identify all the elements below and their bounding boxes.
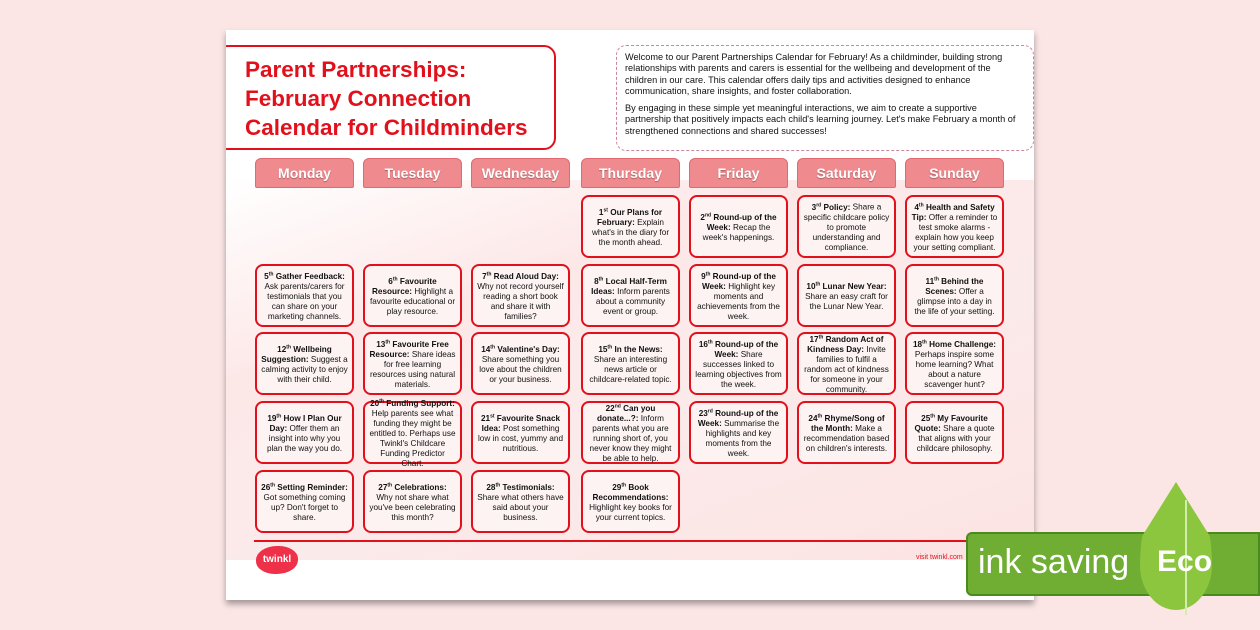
entry-body: Offer them an insight into why you plan the way you do. xyxy=(266,423,343,453)
day-header-monday: Monday xyxy=(255,158,354,188)
entry-body: Explain what's in the diary for the month ahead. xyxy=(591,217,670,247)
entry-title: Round-up of the Week: xyxy=(714,339,779,359)
day-suffix: th xyxy=(598,276,604,283)
entry-title: Testimonials: xyxy=(502,482,555,492)
entry-body: Inform parents about a community event or group. xyxy=(595,286,670,316)
day-number: 27 xyxy=(378,482,388,492)
title-line: Parent Partnerships: xyxy=(245,57,467,82)
day-number: 1 xyxy=(598,207,604,217)
calendar-cell xyxy=(363,470,462,533)
day-number: 7 xyxy=(482,271,487,281)
entry-body: Suggest a calming activity to enjoy with their child. xyxy=(261,354,348,384)
entry-title: Funding Support: xyxy=(386,398,455,408)
calendar-cell xyxy=(363,332,462,395)
calendar-cell xyxy=(689,264,788,327)
title-line: February Connection xyxy=(245,86,472,111)
calendar-cell xyxy=(471,470,570,533)
page-title xyxy=(226,45,556,150)
calendar-cell xyxy=(581,195,680,258)
day-number: 9 xyxy=(701,271,706,281)
day-number: 25 xyxy=(921,413,931,423)
entry-title: Read Aloud Day: xyxy=(493,271,559,281)
day-suffix: th xyxy=(815,281,821,288)
day-suffix: nd xyxy=(614,403,621,410)
day-number: 14 xyxy=(481,344,491,354)
calendar-cell xyxy=(255,264,354,327)
entry-body: Share a quote that aligns with your childcare philosophy. xyxy=(916,423,995,453)
entry-title: Favourite Free Resource: xyxy=(369,339,449,359)
intro-paragraph: Welcome to our Parent Partnerships Calendar for February! As a childminder, building strong relationships with parents and carers is essential for the wellbeing and development of the children in our care. This calendar offers daily tips and activities designed to enhance communication, share insights, and foster collaboration. xyxy=(625,52,1003,96)
day-number: 19 xyxy=(267,413,277,423)
day-number: 20 xyxy=(370,398,380,408)
entry-title: Round-up of the Week: xyxy=(706,212,777,232)
title-line: Calendar for Childminders xyxy=(245,115,528,140)
day-number: 21 xyxy=(480,413,491,423)
day-number: 4 xyxy=(914,202,919,212)
day-number: 12 xyxy=(277,344,287,354)
entry-title: Wellbeing Suggestion: xyxy=(261,344,332,364)
day-header-sunday: Sunday xyxy=(905,158,1004,188)
day-suffix: th xyxy=(705,271,711,278)
entry-body: Share successes linked to learning objectives from the week. xyxy=(695,349,782,389)
calendar-cell xyxy=(471,332,570,395)
entry-body: Offer a glimpse into a day in the life of your setting. xyxy=(914,286,995,316)
entry-body: Highlight a favourite educational or play resource. xyxy=(369,286,456,316)
visit-link[interactable]: visit twinkl.com xyxy=(916,554,963,561)
day-suffix: th xyxy=(607,344,613,351)
entry-title: Valentine's Day: xyxy=(497,344,560,354)
entry-title: Random Act of Kindness Day: xyxy=(807,334,884,354)
entry-body: Make a recommendation based on children's interests. xyxy=(803,423,890,453)
calendar-cell xyxy=(689,401,788,464)
day-number: 13 xyxy=(376,339,386,349)
entry-body: Share what others have said about your business. xyxy=(477,492,564,522)
day-number: 2 xyxy=(700,212,705,222)
day-header-saturday: Saturday xyxy=(797,158,896,188)
day-number: 18 xyxy=(912,339,923,349)
footer-divider xyxy=(254,540,1034,542)
entry-body: Inform parents what you are running short of, you never know they might be able to help. xyxy=(589,413,672,463)
entry-title: Can you donate...?: xyxy=(597,403,656,423)
entry-title: Gather Feedback: xyxy=(275,271,345,281)
day-header-thursday: Thursday xyxy=(581,158,680,188)
day-suffix: st xyxy=(603,207,608,214)
entry-title: Favourite Snack Idea: xyxy=(481,413,561,433)
entry-title: In the News: xyxy=(614,344,663,354)
day-suffix: th xyxy=(387,482,393,489)
calendar-cell xyxy=(905,195,1004,258)
calendar-cell xyxy=(363,398,462,468)
day-suffix: th xyxy=(392,276,398,283)
day-suffix: th xyxy=(621,482,627,489)
entry-body: Invite families to fulfil a random act of kindness for someone in your community. xyxy=(804,344,889,394)
entry-body: Share something you love about the children or your business. xyxy=(479,354,562,384)
entry-title: Favourite Resource: xyxy=(371,276,437,296)
calendar-cell xyxy=(255,470,354,533)
day-number: 29 xyxy=(612,482,622,492)
calendar-cell xyxy=(689,195,788,258)
entry-title: Rhyme/Song of the Month: xyxy=(811,413,885,433)
calendar-cell xyxy=(581,332,680,395)
day-suffix: th xyxy=(818,334,824,341)
entry-body: Share a specific childcare policy to promote understanding and compliance. xyxy=(803,202,890,252)
calendar-cell xyxy=(255,401,354,464)
day-number: 8 xyxy=(594,276,599,286)
entry-title: Health and Safety Tip: xyxy=(911,202,995,222)
day-suffix: th xyxy=(495,482,501,489)
day-suffix: th xyxy=(934,276,939,283)
calendar-page xyxy=(226,30,1034,600)
day-suffix: st xyxy=(490,413,495,420)
entry-title: Book Recommendations: xyxy=(592,482,669,502)
intro-box xyxy=(616,45,1034,151)
day-number: 6 xyxy=(388,276,393,286)
day-number: 24 xyxy=(808,413,818,423)
day-number: 3 xyxy=(811,202,817,212)
entry-body: Ask parents/carers for testimonials that you can share on your marketing channels. xyxy=(264,281,345,321)
day-suffix: th xyxy=(286,344,292,351)
entry-body: Summarise the highlights and key moments from the week. xyxy=(705,418,780,458)
calendar-cell xyxy=(363,264,462,327)
day-suffix: th xyxy=(490,344,496,351)
calendar-cell xyxy=(797,264,896,327)
eco-label: Eco xyxy=(1157,545,1213,578)
entry-body: Why not record yourself reading a short book and share it with families? xyxy=(477,281,564,321)
entry-title: Policy: xyxy=(823,202,851,212)
day-suffix: th xyxy=(930,413,936,420)
entry-title: How I Plan Our Day: xyxy=(269,413,342,433)
entry-body: Offer a reminder to test smoke alarms - explain how you keep your setting compliant. xyxy=(913,212,998,252)
twinkl-logo[interactable]: twinkl xyxy=(256,546,298,574)
day-header-tuesday: Tuesday xyxy=(363,158,462,188)
day-suffix: th xyxy=(270,482,276,489)
day-number: 11 xyxy=(925,276,935,286)
calendar-cell xyxy=(471,401,570,464)
entry-title: Behind the Scenes: xyxy=(925,276,984,296)
entry-title: My Favourite Quote: xyxy=(914,413,988,433)
entry-title: Setting Reminder: xyxy=(277,482,348,492)
entry-title: Home Challenge: xyxy=(929,339,996,349)
day-number: 10 xyxy=(806,281,816,291)
day-suffix: rd xyxy=(707,408,713,415)
ink-saving-label: ink saving xyxy=(978,543,1130,581)
day-suffix: th xyxy=(276,413,282,420)
day-suffix: th xyxy=(268,271,274,278)
day-suffix: th xyxy=(817,413,823,420)
day-number: 16 xyxy=(698,339,708,349)
calendar-cell xyxy=(581,470,680,533)
calendar-cell xyxy=(471,264,570,327)
calendar-cell xyxy=(255,332,354,395)
calendar-cell xyxy=(581,401,680,464)
day-suffix: th xyxy=(707,339,713,346)
calendar-cell xyxy=(905,332,1004,395)
day-header-friday: Friday xyxy=(689,158,788,188)
entry-body: Share an easy craft for the Lunar New Year. xyxy=(805,291,888,311)
day-suffix: th xyxy=(379,398,384,405)
calendar-cell xyxy=(905,401,1004,464)
entry-body: Highlight key books for your current topics. xyxy=(589,502,672,522)
entry-body: Help parents see what funding they might be entitled to. Perhaps use Twinkl's Childcare Funding Predictor Chart. xyxy=(369,408,456,468)
day-suffix: rd xyxy=(816,202,822,209)
day-suffix: th xyxy=(385,339,391,346)
entry-body: Got something coming up? Don't forget to share. xyxy=(263,492,346,522)
day-number: 26 xyxy=(261,482,271,492)
entry-title: Local Half-Term Ideas: xyxy=(591,276,667,296)
day-number: 5 xyxy=(264,271,269,281)
entry-body: Recap the week's happenings. xyxy=(702,222,775,242)
calendar-cell xyxy=(797,332,896,395)
day-number: 15 xyxy=(598,344,608,354)
day-number: 28 xyxy=(486,482,496,492)
entry-title: Lunar New Year: xyxy=(822,281,887,291)
intro-paragraph: By engaging in these simple yet meaningful interactions, we aim to create a supportive partnership that positively impacts each child's learning journey. Let's make February a month of strengthened connections and shared successes! xyxy=(625,103,1016,136)
day-number: 23 xyxy=(698,408,708,418)
calendar-cell xyxy=(905,264,1004,327)
entry-body: Perhaps inspire some home learning? What about a nature scavenger hunt? xyxy=(914,349,995,389)
day-header-wednesday: Wednesday xyxy=(471,158,570,188)
calendar-cell xyxy=(797,195,896,258)
entry-body: Share ideas for free learning resources using natural materials. xyxy=(369,349,456,389)
entry-title: Celebrations: xyxy=(394,482,447,492)
entry-title: Our Plans for February: xyxy=(597,207,663,227)
calendar-cell xyxy=(797,401,896,464)
entry-body: Why not share what you've been celebrating this month? xyxy=(369,492,456,522)
day-number: 22 xyxy=(605,403,615,413)
day-suffix: th xyxy=(486,271,492,278)
day-number: 17 xyxy=(809,334,819,344)
day-suffix: nd xyxy=(704,212,712,219)
entry-body: Share an interesting news article or childcare-related topic. xyxy=(589,354,672,384)
day-suffix: th xyxy=(922,339,927,346)
day-suffix: th xyxy=(918,202,924,209)
calendar-cell xyxy=(689,332,788,395)
entry-body: Post something low in cost, yummy and nutritious. xyxy=(477,423,564,453)
entry-title: Round-up of the Week: xyxy=(701,271,776,291)
entry-body: Highlight key moments and achievements from the week. xyxy=(697,281,780,321)
entry-title: Round-up of the Week: xyxy=(697,408,779,428)
calendar-cell xyxy=(581,264,680,327)
